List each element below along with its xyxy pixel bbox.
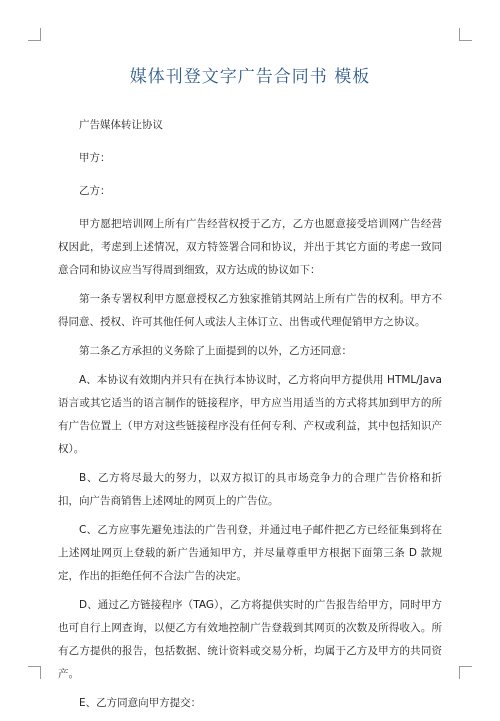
corner-mark-top-left [28,28,41,41]
corner-mark-bottom-left [28,666,41,679]
clause-b-paragraph: B、乙方将尽最大的努力，以双方拟订的具市场竞争力的合理广告价格和折扣，向广告商销售上述网址的网页上的广告位。 [58,472,442,507]
document-title: 媒体刊登文字广告合同书 模板 [129,67,371,87]
document-body [58,114,442,721]
party-b-line: 乙方： [79,185,111,197]
article-1-paragraph: 第一条专署权利甲方愿意授权乙方独家推销其网站上所有广告的权利。甲方不得同意、授权、许可其他任何人或法人主体订立、出售或代理促销甲方之协议。 [58,293,442,328]
clause-d-paragraph: D、通过乙方链接程序（TAG），乙方将提供实时的广告报告给甲方，同时甲方也可自行上网查询，以便乙方有效地控制广告登载到其网页的次数及所得收入。所有乙方提供的报告，包括数据、统计资料或交易分析，均属于乙方及甲方的共同资产。 [58,599,442,680]
article-2-paragraph: 第二条乙方承担的义务除了上面提到的以外，乙方还同意： [79,345,352,357]
clause-e-paragraph: E、乙方同意向甲方提交： [79,697,202,709]
corner-mark-top-right [459,28,472,41]
clause-a-paragraph: A、本协议有效期内并只有在执行本协议时，乙方将向甲方提供用 HTML/Java 语言或其它适当的语言制作的链接程序，甲方应当用适当的方式将其加到甲方的所有广告位置上（甲方对这些链接程序没有任何专利、产权或利益，其中包括知识产权）。 [58,374,442,455]
heading-agreement-name: 广告媒体转让协议 [79,119,163,131]
corner-mark-bottom-right [459,666,472,679]
preamble-paragraph: 甲方愿把培训网上所有广告经营权授于乙方，乙方也愿意接受培训网广告经营权因此，考虑到上述情况，双方特签署合同和协议，并出于其它方面的考虑一致同意合同和协议应当写得周到细致，双方达成的协议如下： [58,218,442,276]
party-a-line: 甲方： [79,152,111,164]
clause-c-paragraph: C、乙方应事先避免违法的广告刊登，并通过电子邮件把乙方已经征集到将在上述网址网页上登载的新广告通知甲方，并尽量尊重甲方根据下面第三条 D 款规定，作出的拒绝任何不合法广告的决定。 [58,524,442,582]
